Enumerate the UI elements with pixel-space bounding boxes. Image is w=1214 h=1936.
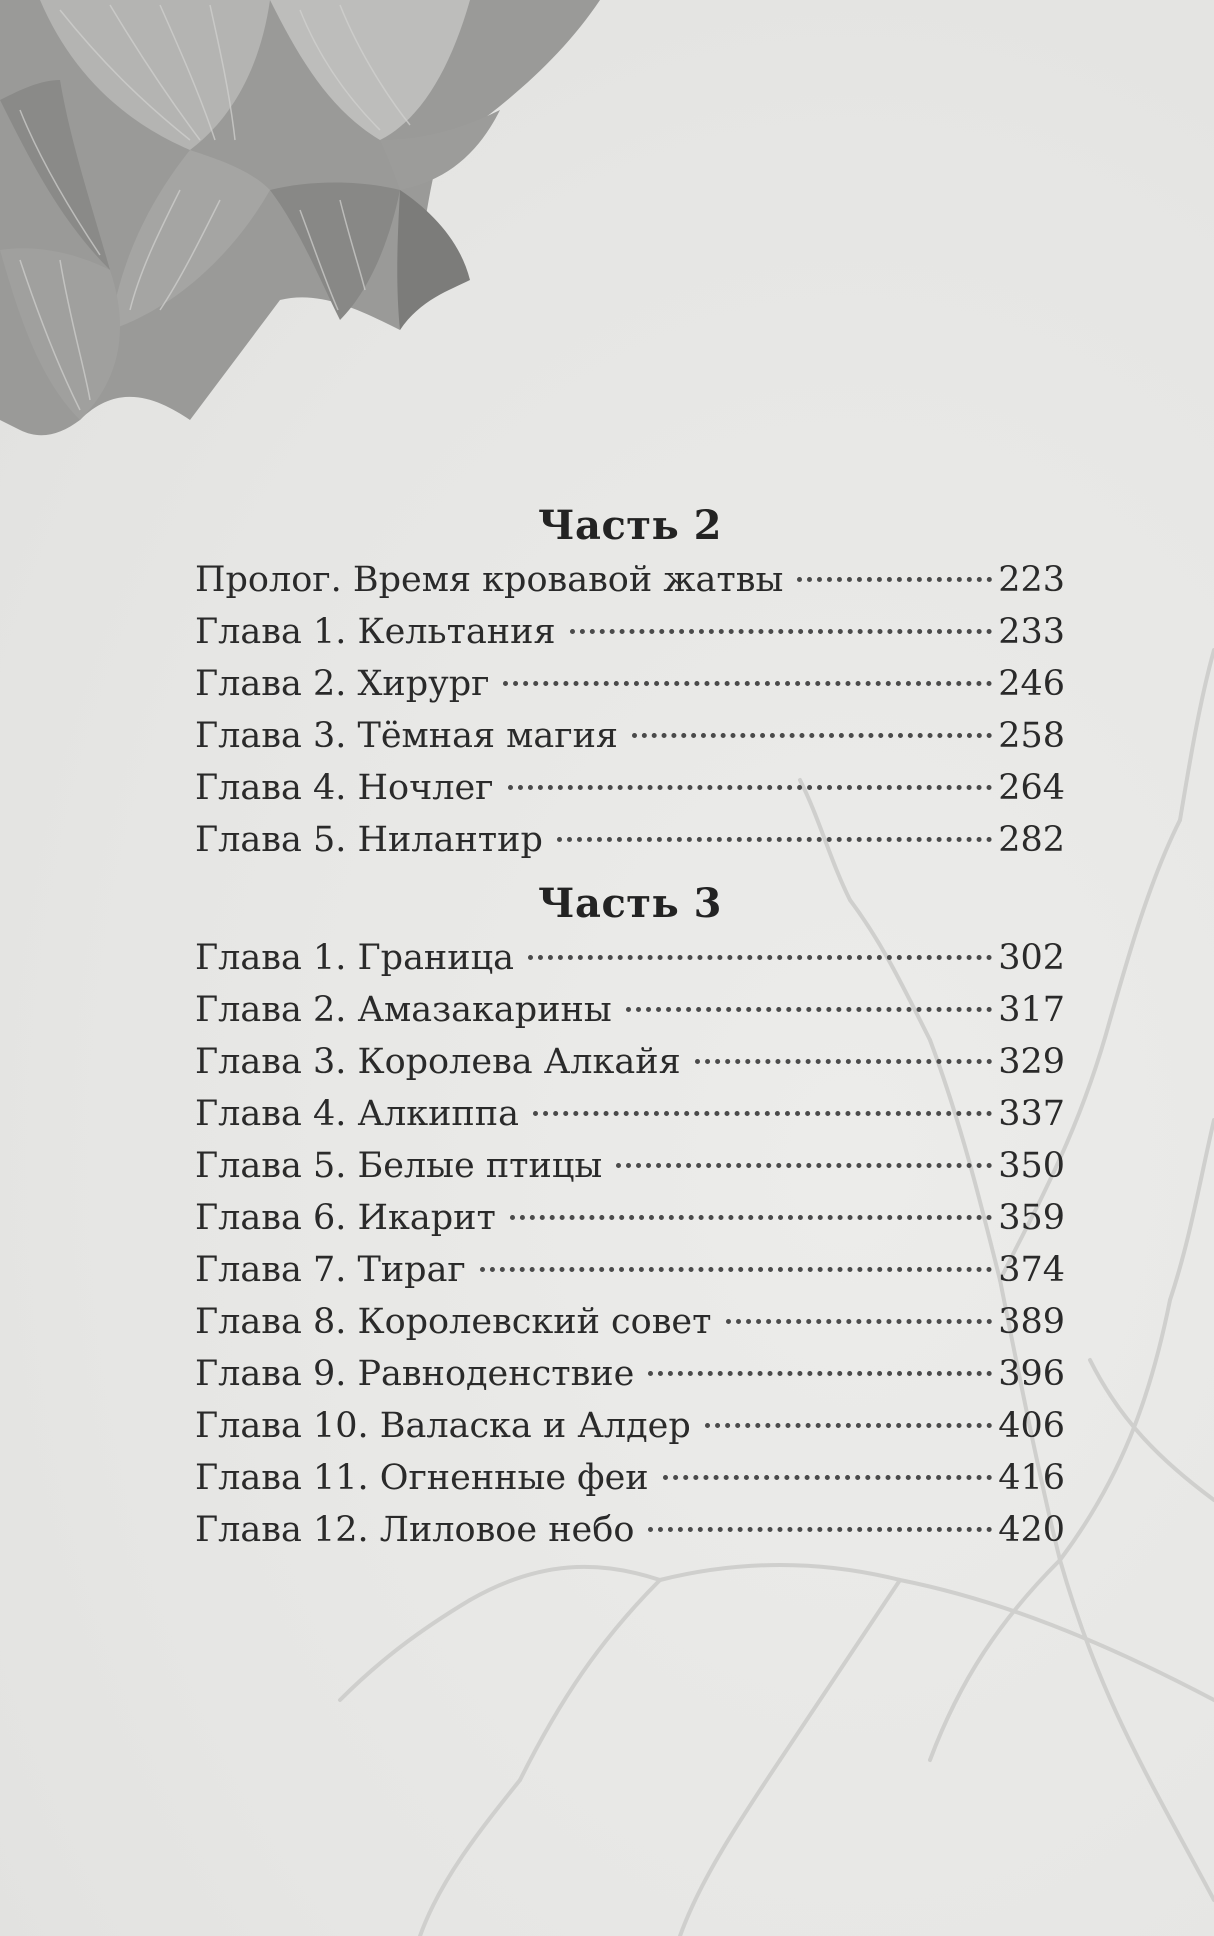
part-2-heading: Часть 2 xyxy=(538,502,722,549)
part-3-heading: Часть 3 xyxy=(538,880,722,927)
toc-entry-page: 337 xyxy=(998,1094,1065,1134)
toc-entry[interactable] xyxy=(195,1036,1065,1088)
toc-entry[interactable] xyxy=(195,762,1065,814)
toc-entry[interactable] xyxy=(195,554,1065,606)
toc-entry-title: Глава 9. Равноденствие xyxy=(195,1354,635,1394)
toc-entry[interactable] xyxy=(195,710,1065,762)
toc-entry-page: 302 xyxy=(998,938,1065,978)
toc-entry-title: Глава 6. Икарит xyxy=(195,1198,496,1238)
dot-leader xyxy=(570,629,993,634)
dot-leader xyxy=(648,1371,992,1376)
dot-leader xyxy=(648,1527,992,1532)
toc-entry-title: Глава 5. Нилантир xyxy=(195,820,543,860)
toc-entry-title: Глава 12. Лиловое небо xyxy=(195,1510,635,1550)
toc-entry-page: 359 xyxy=(998,1198,1065,1238)
toc-entry[interactable] xyxy=(195,1244,1065,1296)
toc-entry-page: 416 xyxy=(998,1458,1065,1498)
toc-entry[interactable] xyxy=(195,1296,1065,1348)
toc-entry[interactable] xyxy=(195,606,1065,658)
toc-entry[interactable] xyxy=(195,1140,1065,1192)
dot-leader xyxy=(632,733,992,738)
dot-leader xyxy=(528,955,992,960)
dot-leader xyxy=(503,681,992,686)
toc-entry-page: 246 xyxy=(998,664,1065,704)
part-3-entries xyxy=(195,932,1065,1556)
toc-entry-title: Глава 2. Амазакарины xyxy=(195,990,612,1030)
dot-leader xyxy=(616,1163,992,1168)
toc-entry-page: 350 xyxy=(998,1146,1065,1186)
dot-leader xyxy=(663,1475,993,1480)
toc-entry-title: Глава 4. Алкиппа xyxy=(195,1094,519,1134)
toc-entry-page: 223 xyxy=(998,560,1065,600)
toc-entry[interactable] xyxy=(195,984,1065,1036)
dot-leader xyxy=(726,1319,993,1324)
toc-entry-page: 374 xyxy=(998,1250,1065,1290)
toc-entry-title: Глава 2. Хирург xyxy=(195,664,490,704)
toc-entry[interactable] xyxy=(195,1452,1065,1504)
toc-entry-title: Глава 3. Королева Алкайя xyxy=(195,1042,681,1082)
dot-leader xyxy=(695,1059,993,1064)
toc-entry-page: 389 xyxy=(998,1302,1065,1342)
toc-entry-page: 233 xyxy=(998,612,1065,652)
toc-entry-title: Глава 1. Кельтания xyxy=(195,612,556,652)
toc-entry-page: 329 xyxy=(998,1042,1065,1082)
toc-entry-page: 317 xyxy=(998,990,1065,1030)
toc-entry[interactable] xyxy=(195,1400,1065,1452)
toc-entry-page: 420 xyxy=(998,1510,1065,1550)
toc-entry[interactable] xyxy=(195,1088,1065,1140)
toc-entry-page: 406 xyxy=(998,1406,1065,1446)
toc-entry-title: Глава 3. Тёмная магия xyxy=(195,716,619,756)
toc-entry[interactable] xyxy=(195,658,1065,710)
dot-leader xyxy=(533,1111,992,1116)
dot-leader xyxy=(510,1215,992,1220)
toc-entry[interactable] xyxy=(195,1348,1065,1400)
dot-leader xyxy=(557,837,992,842)
toc-entry[interactable] xyxy=(195,1192,1065,1244)
part-2-entries xyxy=(195,554,1065,866)
toc-entry-page: 264 xyxy=(998,768,1065,808)
toc-entry[interactable] xyxy=(195,932,1065,984)
dot-leader xyxy=(626,1007,992,1012)
lotus-flower-illustration xyxy=(0,0,600,435)
toc-entry-title: Глава 11. Огненные феи xyxy=(195,1458,649,1498)
table-of-contents xyxy=(195,500,1065,1556)
dot-leader xyxy=(508,785,993,790)
toc-entry-page: 396 xyxy=(998,1354,1065,1394)
toc-entry-title: Глава 7. Тираг xyxy=(195,1250,466,1290)
toc-entry[interactable] xyxy=(195,1504,1065,1556)
toc-entry-page: 282 xyxy=(998,820,1065,860)
dot-leader xyxy=(705,1423,992,1428)
dot-leader xyxy=(480,1267,992,1272)
dot-leader xyxy=(797,577,992,582)
toc-entry-title: Глава 10. Валаска и Алдер xyxy=(195,1406,691,1446)
toc-entry-title: Глава 5. Белые птицы xyxy=(195,1146,603,1186)
toc-entry-title: Глава 4. Ночлег xyxy=(195,768,494,808)
toc-entry-page: 258 xyxy=(998,716,1065,756)
toc-entry-title: Глава 1. Граница xyxy=(195,938,514,978)
toc-entry[interactable] xyxy=(195,814,1065,866)
toc-entry-title: Пролог. Время кровавой жатвы xyxy=(195,560,784,600)
toc-entry-title: Глава 8. Королевский совет xyxy=(195,1302,712,1342)
